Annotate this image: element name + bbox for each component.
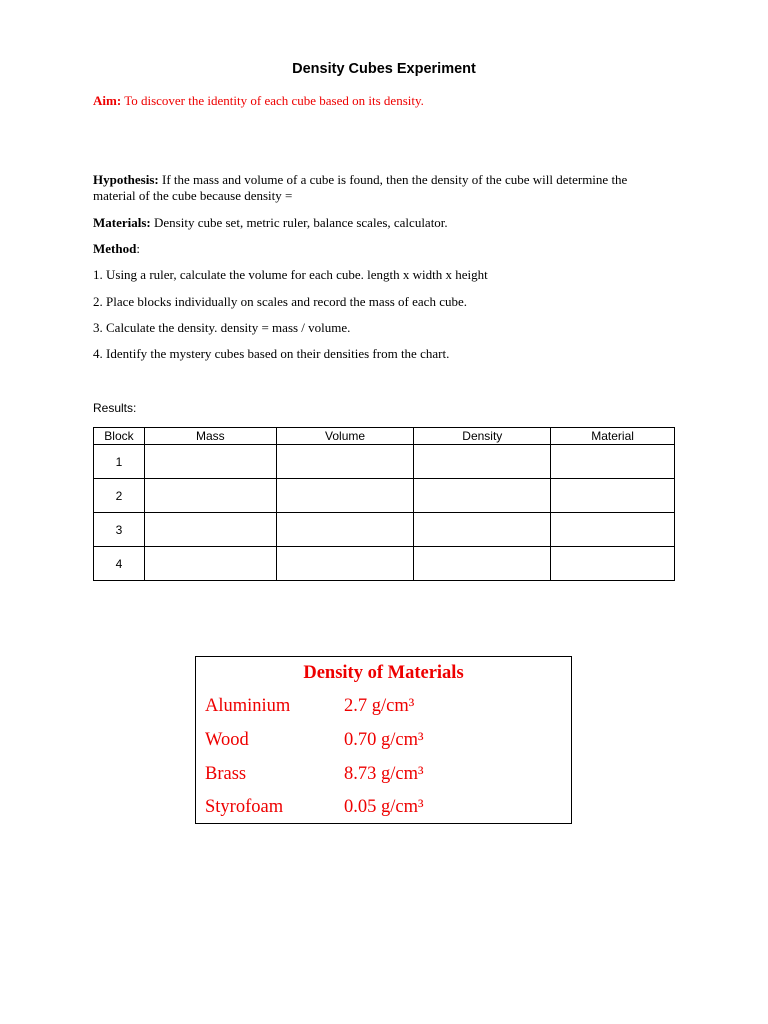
method-step-3: 3. Calculate the density. density = mass / volume. — [93, 320, 351, 335]
materials-line — [93, 215, 448, 231]
material-name: Aluminium — [205, 696, 291, 716]
block-number: 1 — [94, 445, 145, 479]
density-cell[interactable] — [414, 547, 551, 581]
hypothesis-text: If the mass and volume of a cube is found, then the density of the cube will determine the material of the cube because density = — [93, 172, 628, 203]
aim-line — [93, 93, 424, 109]
material-density: 2.7 g/cm³ — [344, 696, 415, 716]
density-chart-title: Density of Materials — [303, 663, 464, 683]
method-step-2: 2. Place blocks individually on scales and record the mass of each cube. — [93, 294, 467, 309]
density-cell[interactable] — [414, 479, 551, 513]
materials-text: Density cube set, metric ruler, balance scales, calculator. — [154, 215, 448, 230]
mass-cell[interactable] — [144, 513, 276, 547]
material-name: Brass — [205, 764, 247, 784]
density-chart — [195, 656, 572, 824]
material-cell[interactable] — [551, 479, 675, 513]
aim-label: Aim: — [93, 93, 122, 108]
block-number: 4 — [94, 547, 145, 581]
material-cell[interactable] — [551, 547, 675, 581]
table-row — [94, 445, 675, 479]
results-table — [93, 427, 675, 581]
material-name: Styrofoam — [205, 797, 284, 817]
hypothesis-line — [93, 172, 668, 204]
header-density: Density — [414, 428, 551, 445]
table-row — [94, 547, 675, 581]
material-cell[interactable] — [551, 513, 675, 547]
table-row — [94, 513, 675, 547]
header-block: Block — [94, 428, 145, 445]
volume-cell[interactable] — [276, 513, 414, 547]
results-label: Results: — [93, 401, 137, 415]
material-density: 8.73 g/cm³ — [344, 764, 424, 784]
method-step-1: 1. Using a ruler, calculate the volume for each cube. length x width x height — [93, 267, 488, 282]
aim-text: To discover the identity of each cube based on its density. — [124, 93, 424, 108]
mass-cell[interactable] — [144, 547, 276, 581]
density-cell[interactable] — [414, 513, 551, 547]
method-colon: : — [136, 241, 140, 256]
materials-label: Materials: — [93, 215, 151, 230]
results-header-row — [94, 428, 675, 445]
block-number: 2 — [94, 479, 145, 513]
header-material: Material — [551, 428, 675, 445]
method-heading — [93, 241, 140, 257]
mass-cell[interactable] — [144, 479, 276, 513]
hypothesis-label: Hypothesis: — [93, 172, 159, 187]
volume-cell[interactable] — [276, 547, 414, 581]
method-step-4: 4. Identify the mystery cubes based on their densities from the chart. — [93, 346, 450, 361]
density-cell[interactable] — [414, 445, 551, 479]
material-cell[interactable] — [551, 445, 675, 479]
material-name: Wood — [205, 730, 249, 750]
header-mass: Mass — [144, 428, 276, 445]
header-volume: Volume — [276, 428, 414, 445]
material-density: 0.05 g/cm³ — [344, 797, 424, 817]
material-density: 0.70 g/cm³ — [344, 730, 424, 750]
volume-cell[interactable] — [276, 445, 414, 479]
method-label: Method — [93, 241, 137, 256]
volume-cell[interactable] — [276, 479, 414, 513]
block-number: 3 — [94, 513, 145, 547]
table-row — [94, 479, 675, 513]
mass-cell[interactable] — [144, 445, 276, 479]
page-title: Density Cubes Experiment — [292, 61, 476, 77]
